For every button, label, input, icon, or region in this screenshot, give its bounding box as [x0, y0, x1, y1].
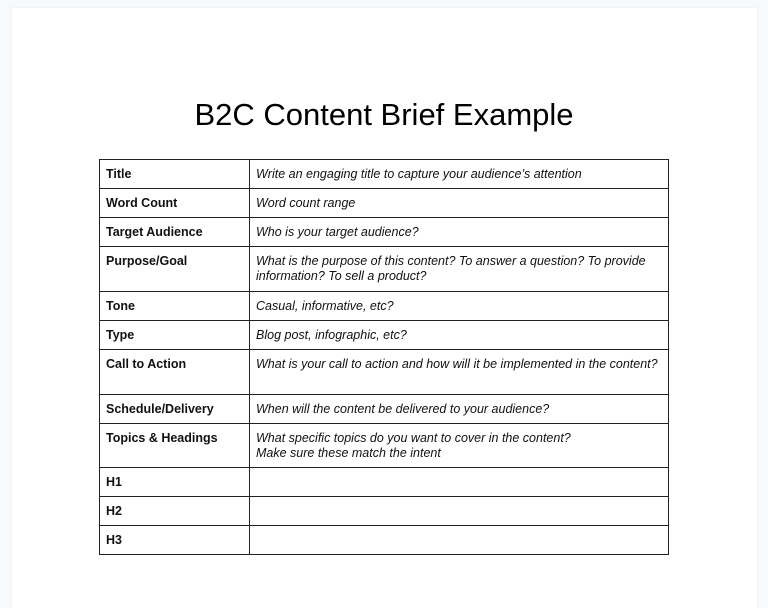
row-value[interactable]	[250, 497, 669, 526]
table-row	[100, 247, 669, 292]
table-row	[100, 468, 669, 497]
row-value[interactable]: Casual, informative, etc?	[250, 292, 669, 321]
row-label: Title	[100, 160, 250, 189]
row-label: Purpose/Goal	[100, 247, 250, 292]
row-value[interactable]: Write an engaging title to capture your audience’s attention	[250, 160, 669, 189]
row-label: Target Audience	[100, 218, 250, 247]
table-row	[100, 497, 669, 526]
table-row	[100, 424, 669, 468]
row-label: H3	[100, 526, 250, 555]
table-row	[100, 321, 669, 350]
row-label: Call to Action	[100, 350, 250, 395]
row-label: Word Count	[100, 189, 250, 218]
row-label: Schedule/Delivery	[100, 395, 250, 424]
table-row	[100, 160, 669, 189]
row-value[interactable]: What is your call to action and how will it be implemented in the content?	[250, 350, 669, 395]
row-value[interactable]: Who is your target audience?	[250, 218, 669, 247]
page-title: B2C Content Brief Example	[194, 97, 574, 132]
row-value[interactable]: Word count range	[250, 189, 669, 218]
row-value[interactable]	[250, 468, 669, 497]
row-label: Type	[100, 321, 250, 350]
row-label: H2	[100, 497, 250, 526]
table-row	[100, 218, 669, 247]
table-row	[100, 526, 669, 555]
row-value[interactable]: Blog post, infographic, etc?	[250, 321, 669, 350]
table-row	[100, 189, 669, 218]
table-row	[100, 395, 669, 424]
row-label: Tone	[100, 292, 250, 321]
row-value[interactable]: What is the purpose of this content? To answer a question? To provide information? To sell a product?	[250, 247, 669, 292]
table-row	[100, 350, 669, 395]
row-label: Topics & Headings	[100, 424, 250, 468]
content-brief-table	[99, 159, 669, 555]
row-value[interactable]	[250, 526, 669, 555]
table-row	[100, 292, 669, 321]
row-value[interactable]: What specific topics do you want to cover in the content? Make sure these match the intent	[250, 424, 669, 468]
row-value[interactable]: When will the content be delivered to your audience?	[250, 395, 669, 424]
row-label: H1	[100, 468, 250, 497]
